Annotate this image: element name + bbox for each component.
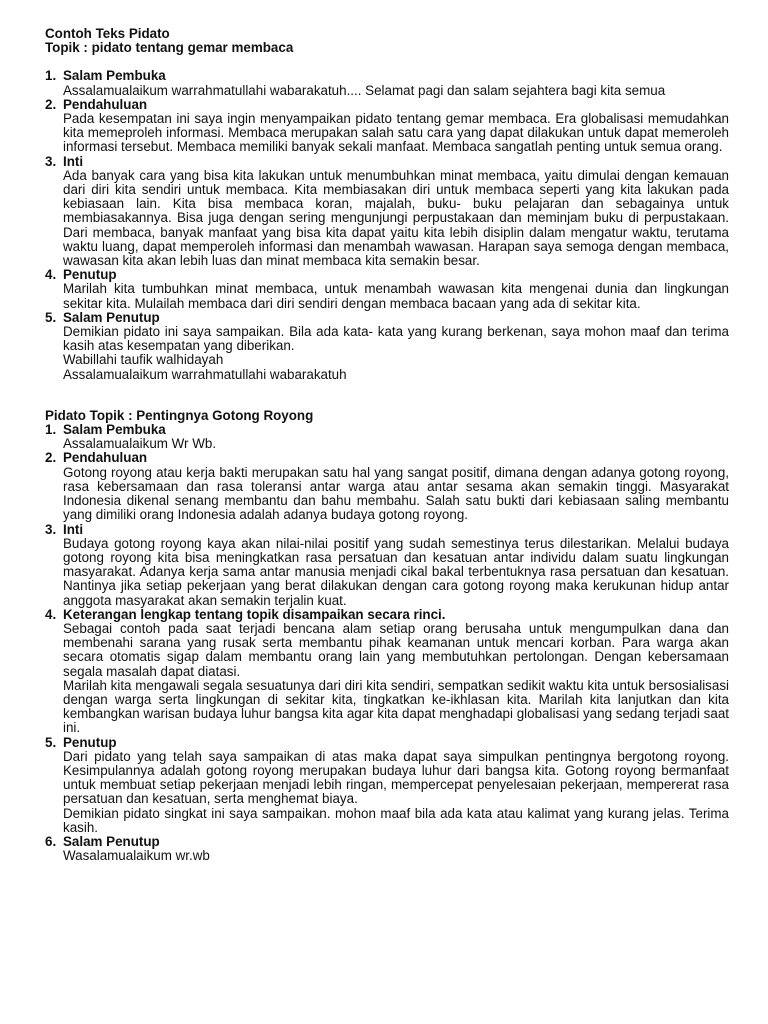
- list-item: [45, 736, 729, 835]
- item-heading-text: Salam Pembuka: [63, 422, 166, 438]
- item-heading: [45, 451, 729, 465]
- item-heading-text: Inti: [63, 521, 84, 537]
- item-body: [63, 437, 729, 451]
- doc1-title: Contoh Teks Pidato: [45, 26, 170, 41]
- item-body: [63, 84, 729, 98]
- paragraph: Wasalamualaikum wr.wb: [63, 848, 210, 864]
- paragraph: Sebagai contoh pada saat terjadi bencana alam setiap orang berusaha untuk mengumpulkan dana dan membenahi sarana yang rusak serta membantu pihak keamanan untuk mencari korban. Para warga akan secara otomatis sigap dalam membantu orang lain yang membutuhkan pertolongan. Dengan kebersamaan segala masalah dapat diatasi.: [63, 620, 729, 679]
- list-item: [45, 451, 729, 522]
- item-heading-text: Keterangan lengkap tentang topik disampaikan secara rinci.: [63, 606, 446, 622]
- item-heading: [45, 155, 729, 169]
- item-number: 3.: [45, 521, 57, 537]
- paragraph: Marilah kita tumbuhkan minat membaca, untuk menambah wawasan kita mengenai dunia dan lingkungan sekitar kita. Mulailah membaca dari diri sendiri dengan membaca bacaan yang ada di sekitar kita.: [63, 281, 729, 311]
- item-number: 2.: [45, 96, 57, 112]
- list-item: [45, 155, 729, 269]
- item-number: 1.: [45, 422, 57, 438]
- item-heading: [45, 311, 729, 325]
- list-item: [45, 608, 729, 736]
- item-number: 5.: [45, 309, 57, 325]
- list-item: [45, 311, 729, 382]
- paragraph: Demikian pidato ini saya sampaikan. Bila ada kata- kata yang kurang berkenan, saya mohon maaf dan terima kasih atas kesempatan yang diberikan.: [63, 324, 729, 354]
- list-item: [45, 98, 729, 155]
- paragraph: Gotong royong atau kerja bakti merupakan satu hal yang sangat positif, dimana dengan adanya gotong royong, rasa kebersamaan dan rasa toleransi antar warga atau antar sesama akan semakin tinggi. Masyarakat Indonesia dikenal senang membantu dan bahu membahu. Salah satu bukti dari kebiasaan saling membantu yang dimiliki orang Indonesia adalah adanya budaya gotong royong.: [63, 464, 729, 523]
- item-number: 3.: [45, 153, 57, 169]
- item-number: 2.: [45, 450, 57, 466]
- item-heading-text: Pendahuluan: [63, 450, 148, 466]
- item-number: 1.: [45, 68, 57, 84]
- list-item: [45, 835, 729, 863]
- item-heading-text: Salam Penutup: [63, 309, 160, 325]
- document-page: [45, 27, 729, 863]
- doc1-list: [45, 69, 729, 381]
- item-heading-text: Salam Pembuka: [63, 68, 166, 84]
- doc1-topic: Topik : pidato tentang gemar membaca: [45, 40, 294, 56]
- item-heading-text: Pendahuluan: [63, 96, 148, 112]
- list-item: [45, 523, 729, 608]
- item-heading-text: Penutup: [63, 267, 117, 283]
- list-item: [45, 69, 729, 97]
- item-number: 5.: [45, 734, 57, 750]
- item-body: [63, 622, 729, 736]
- item-body: [63, 282, 729, 310]
- item-heading-text: Salam Penutup: [63, 833, 160, 849]
- item-body: [63, 849, 729, 863]
- item-body: [63, 169, 729, 268]
- item-number: 6.: [45, 833, 57, 849]
- item-number: 4.: [45, 267, 57, 283]
- paragraph: Assalamualaikum warrahmatullahi wabarakatuh.... Selamat pagi dan salam sejahtera bagi kita semua: [63, 82, 666, 98]
- item-heading: [45, 835, 729, 849]
- item-heading-text: Penutup: [63, 734, 117, 750]
- item-body: [63, 325, 729, 382]
- item-body: [63, 750, 729, 835]
- doc2-list: [45, 423, 729, 863]
- item-body: [63, 112, 729, 155]
- paragraph: Assalamualaikum warrahmatullahi wabarakatuh: [63, 366, 347, 382]
- paragraph: Marilah kita mengawali segala sesuatunya dari diri kita sendiri, sempatkan sedikit waktu kita untuk bersosialisasi dengan warga serta lingkungan di sekitar kita, tingkatkan ke-ikhlasan kita. Marilah kita lanjutkan dan kita kembangkan warisan budaya luhur bangsa kita agar kita dapat menghadapi globalisasi yang sedang terjadi saat ini.: [63, 677, 729, 736]
- list-item: [45, 423, 729, 451]
- paragraph: Budaya gotong royong kaya akan nilai-nilai positif yang sudah semestinya terus dilestarikan. Melalui budaya gotong royong kita bisa meningkatkan rasa persatuan dan kesatuan antar individu dalam suatu lingkungan masyarakat. Adanya kerja sama antar manusia menjadi cikal bakal terbentuknya rasa persatuan dan kesatuan. Nantinya jika setiap pekerjaan yang berat dilakukan dengan cara gotong royong maka kerukunan hidup antar anggota masyarakat akan semakin terjalin kuat.: [63, 535, 729, 608]
- paragraph: Dari pidato yang telah saya sampaikan di atas maka dapat saya simpulkan pentingnya bergotong royong. Kesimpulannya adalah gotong royong merupakan budaya luhur dari bangsa kita. Gotong royong bermanfaat untuk membuat setiap pekerjaan menjadi lebih ringan, mempercepat penyelesaian pekerjaan, mempererat rasa persatuan dan kesatuan, serta menghemat biaya.: [63, 748, 729, 807]
- item-heading-text: Inti: [63, 153, 84, 169]
- list-item: [45, 268, 729, 311]
- item-heading: [45, 523, 729, 537]
- item-body: [63, 466, 729, 523]
- item-heading: [45, 69, 729, 83]
- paragraph: Demikian pidato singkat ini saya sampaikan. mohon maaf bila ada kata atau kalimat yang kurang jelas. Terima kasih.: [63, 805, 729, 835]
- item-number: 4.: [45, 606, 57, 622]
- doc2-title: Pidato Topik : Pentingnya Gotong Royong: [45, 407, 314, 423]
- paragraph: Ada banyak cara yang bisa kita lakukan untuk menumbuhkan minat membaca, yaitu dimulai dengan kemauan dari diri kita sendiri untuk membaca. Kita membiasakan diri untuk membaca seperti yang kita lakukan pada kebiasaan lain. Kita bisa membaca koran, majalah, buku- buku pelajaran dan sebagainya untuk membiasakannya. Bisa juga dengan sering mengunjungi perpustakaan dan meminjam buku di perpustakaan. Dari membaca, banyak manfaat yang bisa kita dapat yaitu kita lebih disiplin dalam mengatur waktu, terutama waktu luang, dapat memperoleh informasi dan menambah wawasan. Harapan saya semoga dengan membaca, wawasan kita akan lebih luas dan minat membaca kita semakin besar.: [63, 167, 729, 269]
- paragraph: Assalamualaikum Wr Wb.: [63, 436, 217, 452]
- paragraph: Pada kesempatan ini saya ingin menyampaikan pidato tentang gemar membaca. Era globalisasi memudahkan kita memeproleh informasi. Membaca merupakan salah satu cara yang dapat dilakukan untuk dapat memeroleh informasi tersebut. Membaca memiliki banyak sekali manfaat. Membaca sangatlah penting untuk semua orang.: [63, 111, 729, 155]
- paragraph: Wabillahi taufik walhidayah: [63, 352, 224, 368]
- item-heading: [45, 268, 729, 282]
- item-heading: [45, 98, 729, 112]
- item-body: [63, 537, 729, 608]
- item-heading: [45, 608, 729, 622]
- item-heading: [45, 736, 729, 750]
- item-heading: [45, 423, 729, 437]
